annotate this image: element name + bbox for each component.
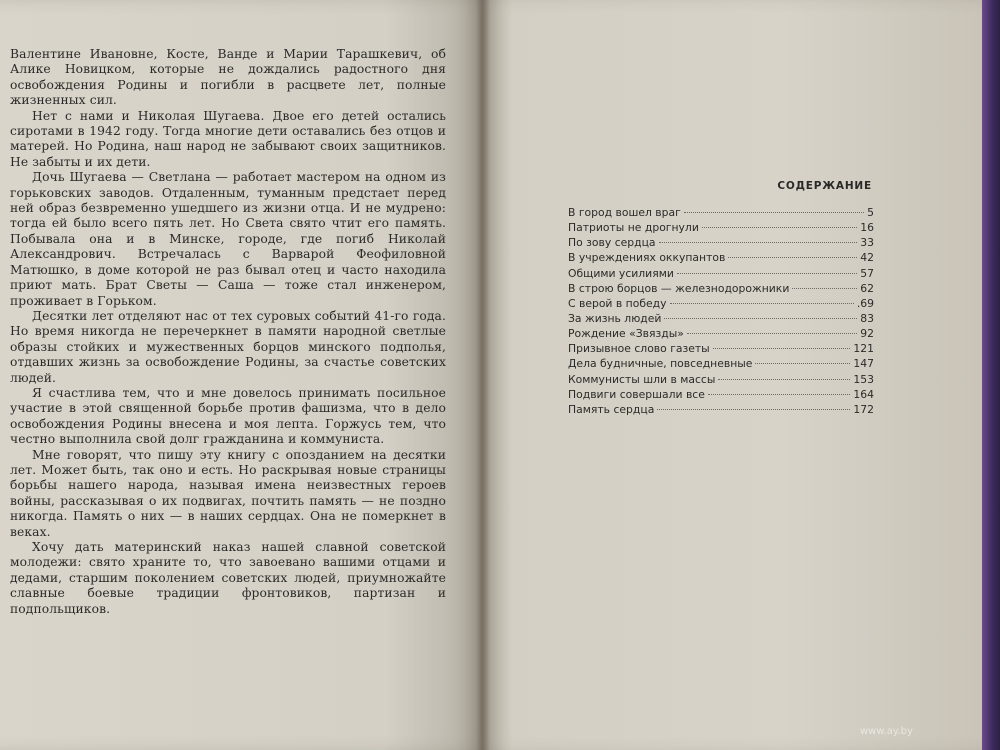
watermark: www.ay.by	[860, 726, 913, 737]
toc-entry-label: Коммунисты шли в массы	[568, 372, 716, 386]
toc-entry-page: .69	[856, 296, 874, 310]
paragraph: Валентине Ивановне, Косте, Ванде и Марии Тарашкевич, об Алике Новицком, которые не дождались радостного дня освобождения Родины и погибли в расцвете лет, полные жизненных сил.	[10, 47, 446, 108]
toc-entry	[568, 403, 874, 418]
toc-entry-label: Память сердца	[568, 402, 655, 416]
toc-entry	[568, 388, 874, 403]
paragraph: Нет с нами и Николая Шугаева. Двое его детей остались сиротами в 1942 году. Тогда многие дети оставались без отцов и матерей. Но Родина, наш народ не забывают своих защитников. Не забыты и их дети.	[10, 108, 446, 169]
toc-entry	[568, 342, 874, 357]
toc-entry-page: 42	[860, 251, 874, 265]
toc-entry	[568, 251, 874, 266]
toc-leader-dots	[728, 257, 857, 258]
paragraph: Я счастлива тем, что и мне довелось принимать посильное участие в этой священной борьбе против фашизма, что в дело освобождения Родины внесена и моя лепта. Горжусь тем, что честно выполнила свой долг гражданина и коммуниста.	[10, 385, 446, 447]
book-cover-edge	[982, 0, 1000, 750]
toc-leader-dots	[659, 242, 858, 243]
toc-leader-dots	[755, 363, 850, 364]
toc-entry-label: Рождение «Звязды»	[568, 327, 684, 341]
toc-entry-page: 164	[853, 387, 874, 401]
toc-leader-dots	[684, 212, 864, 213]
toc-entry-label: В строю борцов — железнодорожники	[568, 281, 790, 295]
toc-leader-dots	[664, 318, 857, 319]
toc-entry-page: 147	[853, 357, 874, 371]
toc-entry-page: 57	[860, 266, 874, 280]
toc-leader-dots	[657, 409, 850, 410]
toc-entry-label: С верой в победу	[568, 296, 667, 310]
toc-entry-label: В город вошел враг	[568, 206, 681, 219]
toc-entry-page: 5	[867, 206, 874, 219]
toc-leader-dots	[670, 303, 854, 304]
toc-leader-dots	[702, 227, 857, 228]
toc-leader-dots	[677, 273, 857, 274]
toc-leader-dots	[792, 288, 857, 289]
toc-entry-label: Дела будничные, повседневные	[568, 357, 753, 371]
toc-entry-label: В учреждениях оккупантов	[568, 251, 726, 265]
table-of-contents	[568, 206, 874, 418]
toc-entry-label: Призывное слово газеты	[568, 342, 710, 356]
book-gutter	[476, 0, 490, 750]
paragraph: Десятки лет отделяют нас от тех суровых событий 41-го года. Но время никогда не перечеркнет в памяти народной светлые образы стойких и мужественных борцов минского подполья, отдавших жизнь за освобождение Родины, за счастье советских людей.	[10, 308, 446, 385]
toc-entry	[568, 206, 874, 221]
toc-entry-page: 62	[860, 281, 874, 295]
left-page-text	[10, 47, 446, 617]
toc-entry-label: Подвиги совершали все	[568, 387, 705, 401]
toc-entry-label: По зову сердца	[568, 236, 656, 250]
toc-entry	[568, 236, 874, 251]
toc-entry	[568, 373, 874, 388]
toc-entry-page: 16	[860, 221, 874, 235]
toc-entry-page: 83	[860, 311, 874, 325]
toc-entry	[568, 221, 874, 236]
toc-entry-page: 172	[853, 402, 874, 416]
toc-entry	[568, 297, 874, 312]
toc-entry-label: За жизнь людей	[568, 311, 662, 325]
toc-leader-dots	[718, 379, 850, 380]
paragraph: Дочь Шугаева — Светлана — работает мастером на одном из горьковских заводов. Отдаленным, туманным предстает перед ней образ безвременно ушедшего из жизни отца. И не мудрено: тогда ей было всего пять лет. Но Света свято чтит его память. Побывала она и в Минске, городе, где погиб Николай Александрович. Встречалась с Варварой Феофиловной Матюшко, в доме которой не раз бывал отец и часто находила приют мать. Брат Светы — Саша — тоже стал инженером, проживает в Горьком.	[10, 170, 446, 308]
toc-entry-label: Общими усилиями	[568, 266, 674, 280]
toc-entry-page: 33	[860, 236, 874, 250]
toc-leader-dots	[708, 394, 851, 395]
toc-entry-page: 153	[853, 372, 874, 386]
toc-entry	[568, 267, 874, 282]
toc-title: СОДЕРЖАНИЕ	[777, 180, 872, 192]
toc-entry	[568, 312, 874, 327]
paragraph: Хочу дать материнский наказ нашей славной советской молодежи: свято храните то, что завоевано вашими отцами и дедами, старшим поколением советских людей, приумножайте славные боевые традиции фронтовиков, партизан и подпольщиков.	[10, 540, 446, 616]
toc-entry	[568, 327, 874, 342]
toc-leader-dots	[713, 348, 851, 349]
toc-entry	[568, 357, 874, 372]
toc-entry-label: Патриоты не дрогнули	[568, 221, 699, 235]
toc-entry-page: 92	[860, 327, 874, 341]
toc-leader-dots	[687, 333, 857, 334]
paragraph: Мне говорят, что пишу эту книгу с опозданием на десятки лет. Может быть, так оно и есть. Но раскрывая новые страницы борьбы нашего народа, называя имена неизвестных героев войны, рассказывая о их подвигах, почтить память — не поздно никогда. Память о них — в наших сердцах. Она не померкнет в веках.	[10, 447, 446, 539]
toc-entry-page: 121	[853, 342, 874, 356]
toc-entry	[568, 282, 874, 297]
